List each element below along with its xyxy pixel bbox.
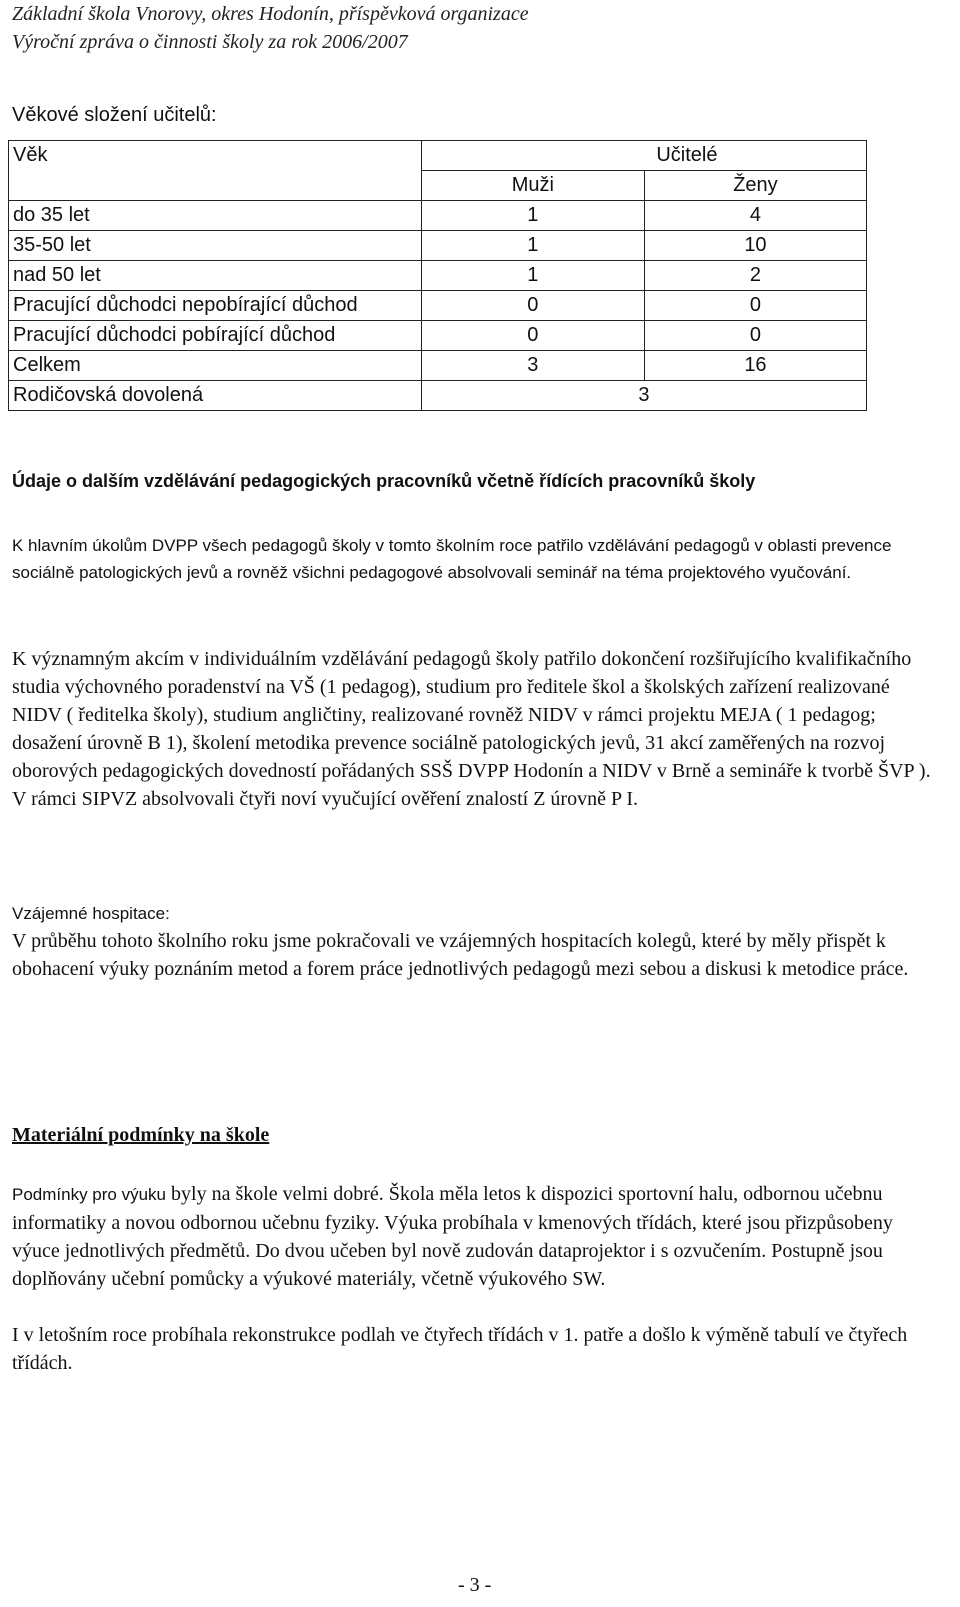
women-count: 0 [644, 291, 866, 321]
age-table-caption: Věkové složení učitelů: [12, 104, 217, 126]
table-row [9, 321, 867, 351]
column-header-women: Ženy [644, 171, 866, 201]
row-label: Celkem [9, 351, 422, 381]
header-report-title: Výroční zpráva o činnosti školy za rok 2006/2007 [12, 31, 408, 53]
women-count: 16 [644, 351, 866, 381]
column-header-age: Věk [9, 141, 422, 171]
dvpp-paragraph-2: K významným akcím v individuálním vzdělávání pedagogů školy patřilo dokončení rozšiřujícího kvalifikačního studia výchovného poradenství na VŠ (1 pedagog), studium pro ředitele škol a školských zařízení realizované NIDV ( ředitelka školy), studium angličtiny, realizované rovněž NIDV v rámci projektu MEJA ( 1 pedagog; dosažení úrovně B 1), školení metodika prevence sociálně patologických jevů, 31 akcí zaměřených na rozvoj oborových pedagogických dovedností pořádaných SSŠ DVPP Hodonín a NIDV v Brně a semináře k tvorbě ŠVP ). V rámci SIPVZ absolvovali čtyři noví vyučující ověření znalostí Z úrovně P I. [12, 648, 931, 810]
row-label: nad 50 let [9, 261, 422, 291]
women-count: 0 [644, 321, 866, 351]
table-subheader-row [9, 171, 867, 201]
men-count: 1 [421, 201, 644, 231]
men-count: 1 [421, 261, 644, 291]
men-count: 3 [421, 351, 644, 381]
teacher-age-table [8, 140, 867, 411]
men-count: 0 [421, 291, 644, 321]
men-count: 1 [421, 231, 644, 261]
table-row [9, 231, 867, 261]
parental-leave-count: 3 [421, 381, 866, 411]
hospitace-title: Vzájemné hospitace: [12, 904, 170, 923]
women-count: 10 [644, 231, 866, 261]
row-label: Pracující důchodci pobírající důchod [9, 321, 422, 351]
hospitace-paragraph: V průběhu tohoto školního roku jsme pokračovali ve vzájemných hospitacích kolegů, které by měly přispět k obohacení výuky poznáním metod a forem práce jednotlivých pedagogů mezi sebou a diskusi k metodice práce. [12, 930, 909, 980]
column-header-men: Muži [421, 171, 644, 201]
table-header-row [9, 141, 867, 171]
column-header-teachers: Učitelé [421, 141, 866, 171]
material-heading: Materiální podmínky na škole [12, 1124, 270, 1146]
table-row [9, 291, 867, 321]
row-label: Pracující důchodci nepobírající důchod [9, 291, 422, 321]
material-paragraph [12, 1180, 942, 1293]
material-text: byly na škole velmi dobré. Škola měla letos k dispozici sportovní halu, odbornou učebnu informatiky a novou odbornou učebnu fyziky. Výuka probíhala v kmenových třídách, které jsou přizpůsobeny výuce jednotlivých předmětů. Do dvou učeben byl nově zudován dataprojektor i s ozvučením. Postupně jsou doplňovány učební pomůcky a výukové materiály, včetně výukového SW. [12, 1183, 893, 1290]
row-label: Rodičovská dovolená [9, 381, 422, 411]
dvpp-heading: Údaje o dalším vzdělávání pedagogických pracovníků včetně řídících pracovníků školy [12, 471, 756, 491]
table-row [9, 351, 867, 381]
table-row [9, 261, 867, 291]
table-row [9, 381, 867, 411]
empty-cell [9, 171, 422, 201]
row-label: 35-50 let [9, 231, 422, 261]
header-school-name: Základní škola Vnorovy, okres Hodonín, příspěvková organizace [12, 3, 529, 25]
women-count: 4 [644, 201, 866, 231]
document-header [12, 0, 529, 56]
material-paragraph-2: I v letošním roce probíhala rekonstrukce podlah ve čtyřech třídách v 1. patře a došlo k výměně tabulí ve čtyřech třídách. [12, 1324, 908, 1374]
page-number: - 3 - [458, 1574, 492, 1596]
women-count: 2 [644, 261, 866, 291]
row-label: do 35 let [9, 201, 422, 231]
table-row [9, 201, 867, 231]
material-lead: Podmínky pro výuku [12, 1185, 167, 1204]
men-count: 0 [421, 321, 644, 351]
dvpp-paragraph-1: K hlavním úkolům DVPP všech pedagogů školy v tomto školním roce patřilo vzdělávání pedagogů v oblasti prevence sociálně patologických jevů a rovněž všichni pedagogové absolvovali seminář na téma projektového vyučování. [12, 536, 892, 582]
